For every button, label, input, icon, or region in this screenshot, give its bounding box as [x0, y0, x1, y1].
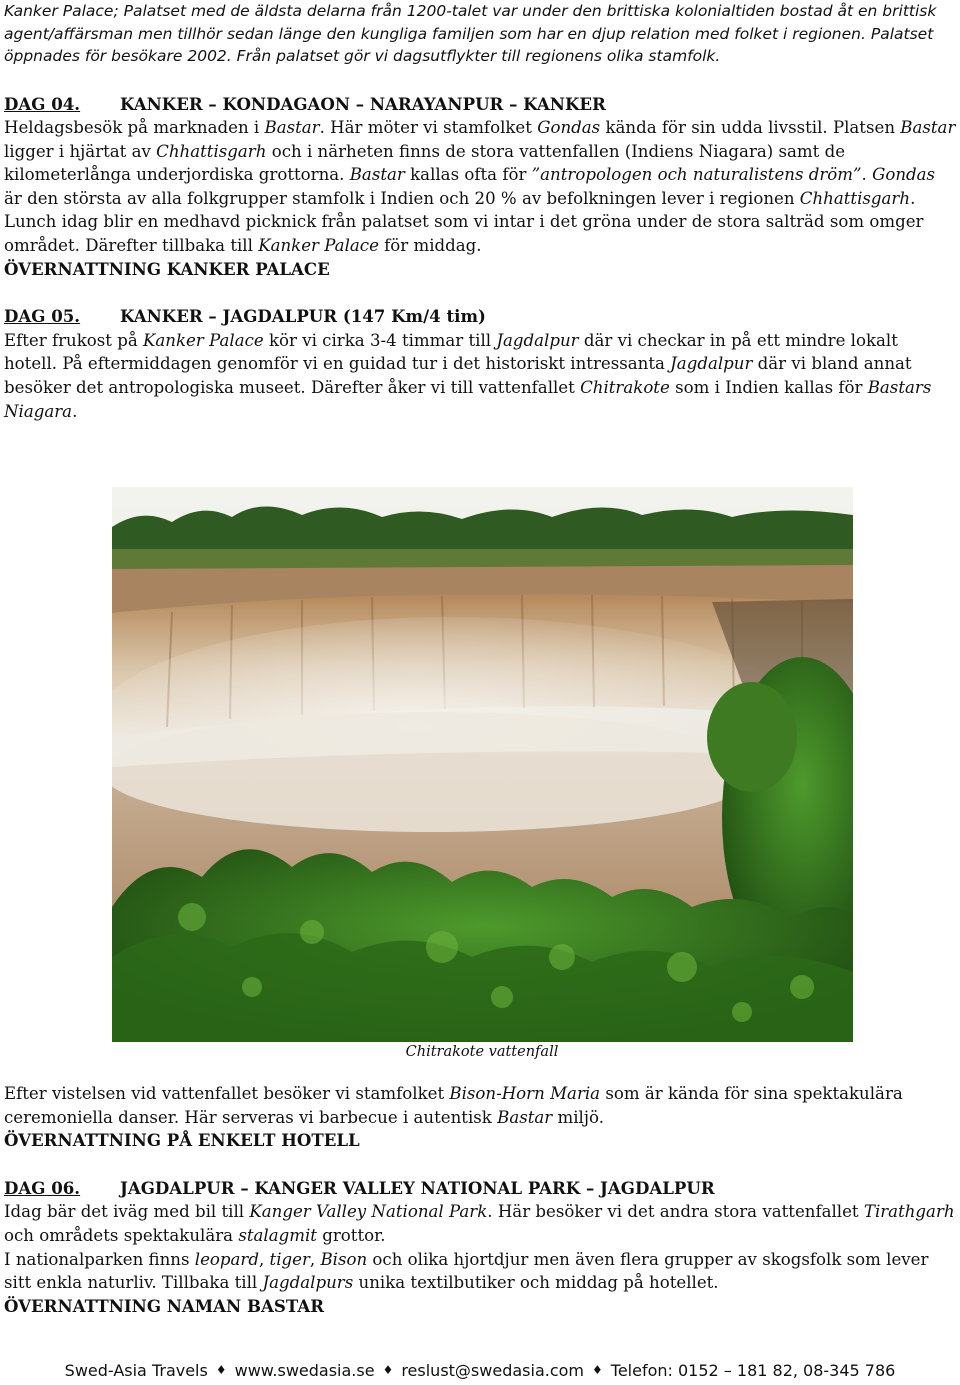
page-footer — [0, 1359, 960, 1384]
day-04-heading — [4, 93, 956, 117]
day-06-heading — [4, 1177, 956, 1201]
day-05-paragraph-2: Efter vistelsen vid vattenfallet besöker vi stamfolket Bison-Horn Maria som är kända för sina spektakulära ceremoniella danser. Här serveras vi barbecue i autentisk Bastar miljö. — [4, 1084, 903, 1127]
footer-phone: Telefon: 0152 – 181 82, 08-345 786 — [610, 1361, 896, 1380]
footer-company: Swed-Asia Travels — [64, 1361, 208, 1380]
diamond-icon: ♦ — [215, 1363, 227, 1377]
diamond-icon: ♦ — [382, 1363, 394, 1377]
day-05-label: DAG 05. — [4, 306, 81, 327]
document-page — [4, 0, 956, 423]
day-06-route: JAGDALPUR – KANGER VALLEY NATIONAL PARK – JAGDALPUR — [120, 1177, 715, 1198]
intro-paragraph: Kanker Palace; Palatset med de äldsta delarna från 1200-talet var under den brittiska kolonialtiden bostad åt en brittisk agent/affärsman men tillhör sedan länge den kungliga familjen som har en djup relation med folket i regionen. Palatset öppnades för besökare 2002. Från palatset gör vi dagsutflykter till regionens olika stamfolk. — [4, 2, 937, 65]
day-06-paragraph-2: I nationalparken finns leopard, tiger, Bison och olika hjortdjur men även flera grupper av skogsfolk som lever sitt enkla naturliv. Tillbaka till Jagdalpurs unika textilbutiker och middag på hotellet. — [4, 1249, 929, 1293]
day-05-heading — [4, 305, 956, 329]
day-05-route: KANKER – JAGDALPUR (147 Km/4 tim) — [120, 306, 486, 327]
waterfall-photo — [112, 487, 853, 1042]
day-04-route: KANKER – KONDAGAON – NARAYANPUR – KANKER — [120, 93, 606, 114]
spacer — [4, 281, 956, 305]
footer-email-link[interactable]: reslust@swedasia.com — [401, 1361, 584, 1380]
day-05-overnight: ÖVERNATTNING PÅ ENKELT HOTELL — [4, 1130, 360, 1151]
footer-website-link[interactable]: www.swedasia.se — [234, 1361, 375, 1380]
day-06-label: DAG 06. — [4, 1177, 81, 1198]
document-page-lower — [4, 1082, 956, 1318]
photo-caption: Chitrakote vattenfall — [405, 1044, 559, 1060]
waterfall-image-icon — [112, 487, 853, 1042]
day-05-paragraph-1: Efter frukost på Kanker Palace kör vi cirka 3-4 timmar till Jagdalpur där vi checkar in på ett mindre lokalt hotell. På eftermiddagen genomför vi en guidad tur i det historiskt intressanta Jagdalpur där vi bland annat besöker det antropologiska museet. Därefter åker vi till vattenfallet Chitrakote som i Indien kallas för Bastars Niagara. — [4, 330, 932, 421]
day-06-overnight: ÖVERNATTNING NAMAN BASTAR — [4, 1295, 324, 1316]
diamond-icon: ♦ — [592, 1363, 603, 1377]
day-04-paragraph-1: Heldagsbesök på marknaden i Bastar. Här möter vi stamfolket Gondas kända för sin udda livsstil. Platsen Bastar ligger i hjärtat av Chhattisgarh och i närheten finns de stora vattenfallen (Indiens Niagara) samt de kilometerlånga underjordiska grottorna. Bastar kallas ofta för ”antropologen och naturalistens dröm”. Gondas är den största av alla folkgrupper stamfolk i Indien och 20 % av befolkningen lever i regionen Chhattisgarh. — [4, 118, 956, 208]
spacer — [4, 68, 956, 93]
day-06-paragraph-1: Idag bär det iväg med bil till Kanger Valley National Park. Här besöker vi det andra stora vattenfallet Tirathgarh och områdets spektakulära stalagmit grottor. — [4, 1202, 955, 1245]
spacer — [4, 1153, 956, 1177]
day-04-paragraph-2: Lunch idag blir en medhavd picknick från palatset som vi intar i det gröna under de stora salträd som omger området. Därefter tillbaka till Kanker Palace för middag. — [4, 212, 924, 256]
day-04-overnight: ÖVERNATTNING KANKER PALACE — [4, 258, 330, 279]
day-04-label: DAG 04. — [4, 93, 81, 114]
